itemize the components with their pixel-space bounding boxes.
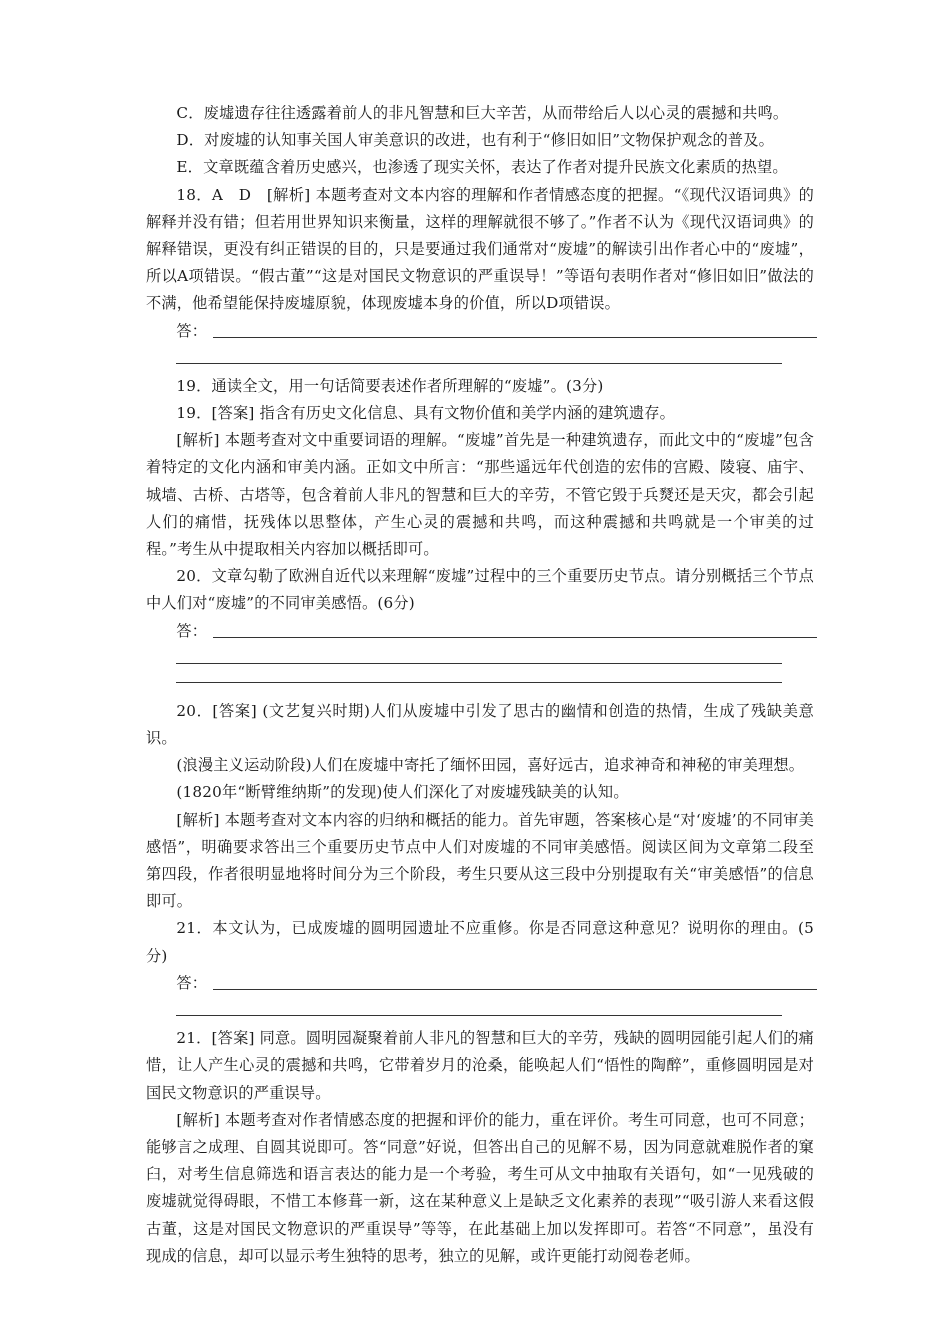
question-19: 19．通读全文，用一句话简要表述作者所理解的“废墟”。(3分) bbox=[176, 376, 604, 395]
answer-label: 答： bbox=[176, 621, 208, 640]
answer-blank-21[interactable] bbox=[146, 970, 814, 997]
answer-19: 19．[答案] 指含有历史文化信息、具有文物价值和美学内涵的建筑遗存。 bbox=[176, 404, 676, 423]
question-20: 20．文章勾勒了欧洲自近代以来理解“废墟”过程中的三个重要历史节点。请分别概括三个节点中人们对“废墟”的不同审美感悟。(6分) bbox=[146, 567, 814, 613]
explanation-20: [解析] 本题考查对文本内容的归纳和概括的能力。首先审题，答案核心是“对‘废墟’的不同审美感悟”，明确要求答出三个重要历史节点中人们对废墟的不同审美感悟。阅读区间为文章第二段至第四段，作者很明显地将时间分为三个阶段，考生只要从这三段中分别提取有关“审美感悟”的信息即可。 bbox=[146, 810, 814, 911]
answer-label: 答： bbox=[176, 321, 208, 340]
answer-20-part1: 20．[答案] (文艺复兴时期)人们从废墟中引发了思古的幽情和创造的热情，生成了残缺美意识。 bbox=[146, 701, 814, 748]
answer-rule[interactable] bbox=[176, 363, 782, 364]
answer-label: 答： bbox=[176, 973, 208, 992]
answer-blank-18[interactable] bbox=[146, 318, 814, 345]
answer-rule bbox=[213, 337, 817, 338]
document-page bbox=[146, 100, 814, 1270]
answer-20-part3: (1820年“断臂维纳斯”的发现)使人们深化了对废墟残缺美的认知。 bbox=[176, 783, 629, 802]
answer-20-part2: (浪漫主义运动阶段)人们在废墟中寄托了缅怀田园，喜好远古，追求神奇和神秘的审美理想。 bbox=[176, 756, 805, 775]
answer-rule[interactable] bbox=[176, 663, 782, 664]
answer-blank-20[interactable] bbox=[146, 618, 814, 645]
answer-rule bbox=[213, 637, 817, 638]
answer-21: 21．[答案] 同意。圆明园凝聚着前人非凡的智慧和巨大的辛劳，残缺的圆明园能引起人们的痛惜，让人产生心灵的震撼和共鸣，它带着岁月的沧桑，能唤起人们“悟性的陶醉”，重修圆明园是对国民文物意识的严重误导。 bbox=[146, 1029, 814, 1102]
option-c: C．废墟遗存往往透露着前人的非凡智慧和巨大辛苦，从而带给后人以心灵的震撼和共鸣。 bbox=[176, 104, 789, 122]
option-d: D．对废墟的认知事关国人审美意识的改进，也有利于“修旧如旧”文物保护观念的普及。 bbox=[176, 131, 775, 150]
option-e: E．文章既蕴含着历史感兴，也渗透了现实关怀，表达了作者对提升民族文化素质的热望。 bbox=[176, 158, 788, 177]
explanation-21: [解析] 本题考查对作者情感态度的把握和评价的能力，重在评价。考生可同意，也可不同意；能够言之成理、自圆其说即可。答“同意”好说，但答出自己的见解不易，因为同意就难脱作者的窠臼，对考生信息筛选和语言表达的能力是一个考验，考生可从文中抽取有关语句，如“一见残破的废墟就觉得碍眼，不惜工本修葺一新，这在某种意义上是缺乏文化素养的表现”“吸引游人来看这假古董，这是对国民文物意识的严重误导”等等，在此基础上加以发挥即可。若答“不同意”，虽没有现成的信息，却可以显示考生独特的思考，独立的见解，或许更能打动阅卷老师。 bbox=[146, 1110, 814, 1265]
answer-rule[interactable] bbox=[176, 1015, 782, 1016]
answer-18: 18．A D [解析] 本题考查对文本内容的理解和作者情感态度的把握。“《现代汉语词典》的解释并没有错；但若用世界知识来衡量，这样的理解就很不够了。”作者不认为《现代汉语词典》的解释错误，更没有纠正错误的目的，只是要通过我们通常对“废墟”的解读引出作者心中的“废墟”，所以A项错误。“假古董”“这是对国民文物意识的严重误导！”等语句表明作者对“修旧如旧”做法的不满，他希望能保持废墟原貌，体现废墟本身的价值，所以D项错误。 bbox=[146, 185, 814, 313]
explanation-19: [解析] 本题考查对文中重要词语的理解。“废墟”首先是一种建筑遗存，而此文中的“废墟”包含着特定的文化内涵和审美内涵。正如文中所言：“那些遥远年代创造的宏伟的宫殿、陵寝、庙宇、城墙、古桥、古塔等，包含着前人非凡的智慧和巨大的辛劳，不管它毁于兵燹还是天灾，都会引起人们的痛惜，抚残体以思整体，产生心灵的震撼和共鸣，而这种震撼和共鸣就是一个审美的过程。”考生从中提取相关内容加以概括即可。 bbox=[146, 431, 814, 559]
answer-rule[interactable] bbox=[176, 682, 782, 683]
question-21: 21．本文认为，已成废墟的圆明园遗址不应重修。你是否同意这种意见？说明你的理由。(5分) bbox=[146, 919, 814, 965]
answer-rule bbox=[213, 989, 817, 990]
